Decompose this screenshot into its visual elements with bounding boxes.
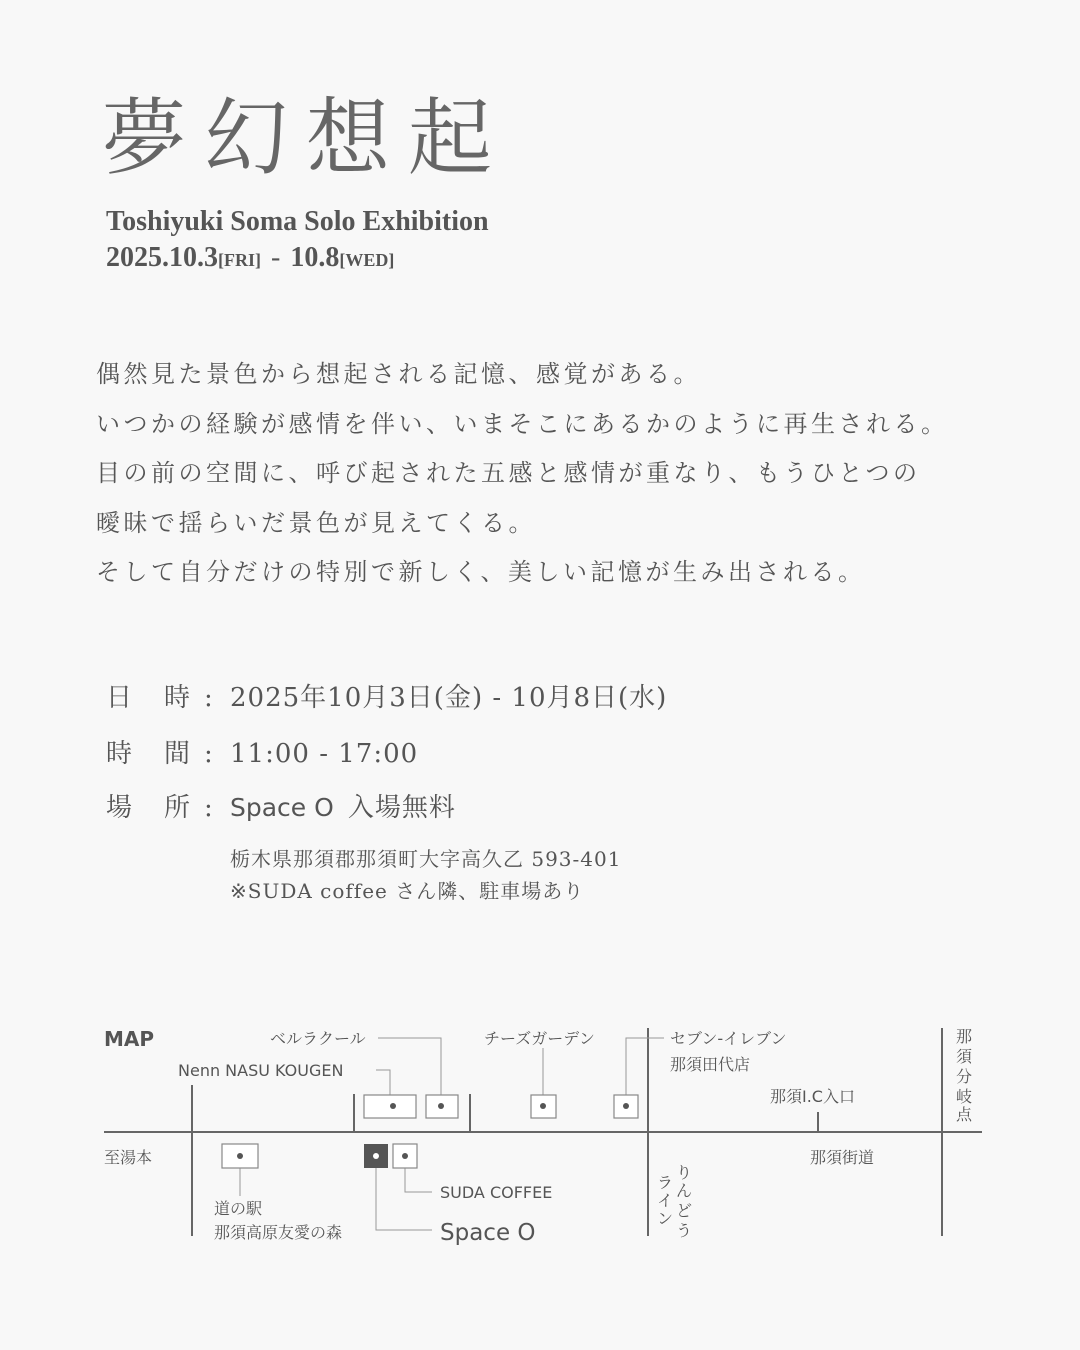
point-space-o — [373, 1153, 379, 1159]
label-bunkiten-char: 須 — [956, 1047, 973, 1066]
leader-space-o — [376, 1160, 432, 1230]
label-rindo-char: ラ — [657, 1173, 674, 1192]
info-label: 時 — [164, 683, 191, 713]
venue-address: 栃木県那須郡那須町大字高久乙 593-401 — [230, 847, 622, 871]
label-space-o: Space O — [440, 1220, 536, 1246]
statement-line: 偶然見た景色から想起される記憶、感覚がある。 — [96, 360, 701, 388]
info-time-row — [106, 736, 419, 772]
point-cheese — [540, 1103, 546, 1109]
label-michinoeki-2: 那須高原友愛の森 — [214, 1223, 343, 1242]
label-seven-eleven-2: 那須田代店 — [670, 1055, 751, 1074]
statement-line: そして自分だけの特別で新しく、美しい記憶が生み出される。 — [96, 558, 866, 586]
map-svg — [0, 1010, 1080, 1270]
building-nenn — [364, 1095, 416, 1118]
end-date: 10.8 — [290, 242, 340, 273]
access-map — [0, 1010, 1080, 1270]
info-colon: : — [204, 793, 213, 823]
info-colon: : — [204, 739, 213, 769]
point-nenn — [390, 1103, 396, 1109]
start-date: 2025.10.3 — [106, 242, 218, 273]
label-bunkiten-char: 岐 — [956, 1087, 973, 1106]
label-seven-eleven-1: セブン-イレブン — [670, 1029, 787, 1048]
info-date-value: 2025年10月3日(金) - 10月8日(水) — [230, 683, 668, 713]
artist-statement — [96, 355, 996, 603]
statement-line: 目の前の空間に、呼び起された五感と感情が重なり、もうひとつの — [96, 459, 921, 487]
end-weekday: [WED] — [339, 250, 395, 270]
info-place-row — [106, 790, 456, 826]
label-rindo-char: り — [676, 1163, 693, 1182]
point-seven — [623, 1103, 629, 1109]
label-rindo — [657, 1163, 692, 1240]
label-nenn: Nenn NASU KOUGEN — [178, 1061, 344, 1080]
venue-name: Space O — [230, 793, 334, 822]
start-weekday: [FRI] — [218, 250, 261, 270]
admission-free: 入場無料 — [347, 793, 456, 823]
label-rindo-char: イ — [657, 1191, 674, 1210]
label-to-yumoto: 至湯本 — [104, 1148, 153, 1167]
label-rindo-char: ど — [676, 1201, 693, 1220]
label-nasu-kaido: 那須街道 — [810, 1148, 875, 1167]
label-nasu-ic: 那須I.C入口 — [770, 1087, 855, 1106]
label-rindo-char: う — [676, 1221, 693, 1240]
label-rindo-char: ン — [657, 1209, 674, 1228]
exhibition-dates — [106, 244, 394, 272]
venue-note: ※SUDA coffee さん隣、駐車場あり — [230, 879, 585, 903]
exhibition-title: 夢幻想起 — [102, 89, 511, 187]
label-bunkiten-char: 点 — [956, 1105, 973, 1124]
info-colon: : — [204, 683, 213, 713]
info-time-value: 11:00 - 17:00 — [230, 739, 419, 769]
label-bunkiten-char: 分 — [956, 1067, 973, 1086]
info-label: 日 — [106, 683, 133, 713]
info-label: 所 — [164, 793, 191, 823]
info-label: 場 — [106, 793, 133, 823]
label-suda-coffee: SUDA COFFEE — [440, 1183, 553, 1202]
date-separator: - — [271, 242, 281, 273]
exhibition-subtitle: Toshiyuki Soma Solo Exhibition — [106, 206, 489, 237]
label-cheese-garden: チーズガーデン — [484, 1029, 595, 1048]
info-label: 間 — [164, 739, 191, 769]
info-label: 時 — [106, 739, 133, 769]
statement-line: 曖昧で揺らいだ景色が見えてくる。 — [96, 508, 536, 537]
point-bellacool — [438, 1103, 444, 1109]
info-date-row — [106, 680, 668, 716]
map-heading: MAP — [104, 1027, 155, 1051]
label-bellacool: ベルラクール — [270, 1029, 366, 1048]
statement-line: いつかの経験が感情を伴い、いまそこにあるかのように再生される。 — [96, 409, 949, 438]
label-rindo-char: ん — [676, 1181, 693, 1200]
point-michinoeki — [237, 1153, 243, 1159]
point-suda — [402, 1153, 408, 1159]
label-bunkiten — [956, 1027, 973, 1124]
label-bunkiten-char: 那 — [956, 1027, 973, 1046]
label-michinoeki-1: 道の駅 — [214, 1199, 263, 1218]
